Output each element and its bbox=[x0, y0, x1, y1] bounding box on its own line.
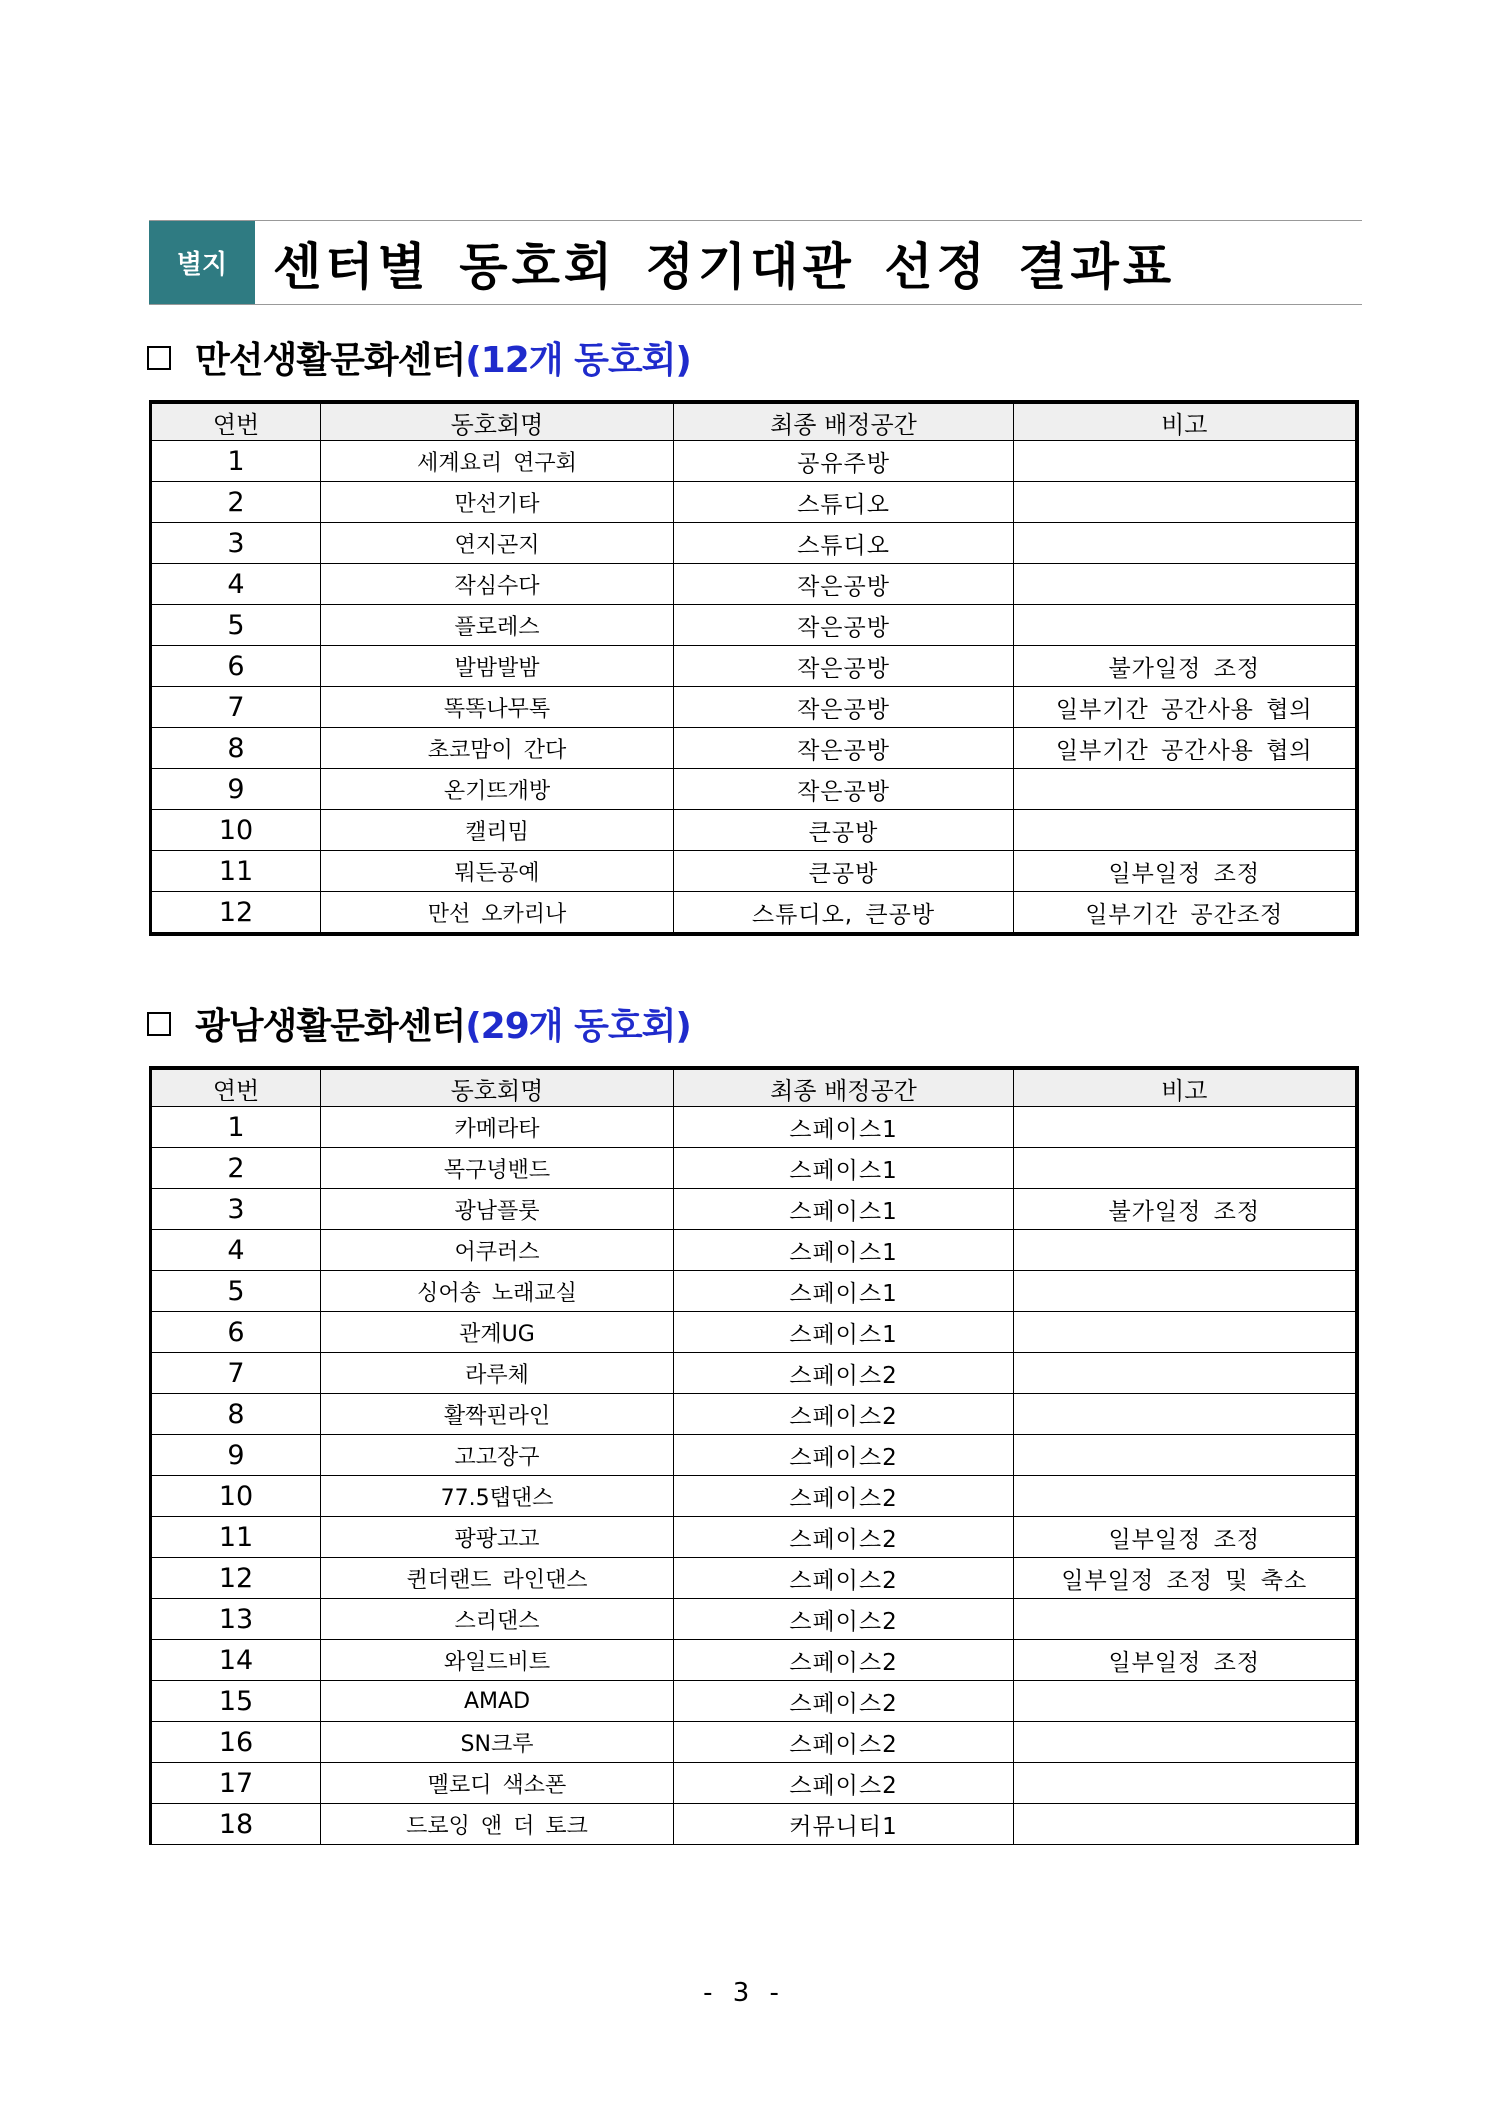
row-number: 6 bbox=[151, 646, 321, 687]
assigned-space: 스페이스1 bbox=[674, 1312, 1014, 1353]
assigned-space: 스페이스1 bbox=[674, 1271, 1014, 1312]
row-number: 8 bbox=[151, 1394, 321, 1435]
club-name: 관계UG bbox=[321, 1312, 674, 1353]
assigned-space: 스페이스2 bbox=[674, 1476, 1014, 1517]
club-name: 퀸더랜드 라인댄스 bbox=[321, 1558, 674, 1599]
assigned-space: 작은공방 bbox=[674, 769, 1014, 810]
table-row bbox=[151, 1517, 1357, 1558]
club-name: 싱어송 노래교실 bbox=[321, 1271, 674, 1312]
table-header-row bbox=[151, 402, 1357, 441]
remarks bbox=[1014, 1476, 1357, 1517]
row-number: 11 bbox=[151, 1517, 321, 1558]
assigned-space: 스페이스2 bbox=[674, 1599, 1014, 1640]
assigned-space: 스페이스2 bbox=[674, 1517, 1014, 1558]
assigned-space: 작은공방 bbox=[674, 646, 1014, 687]
row-number: 12 bbox=[151, 892, 321, 935]
assigned-space: 스튜디오 bbox=[674, 523, 1014, 564]
page-number: - 3 - bbox=[703, 1978, 785, 2008]
col-header-space: 최종 배정공간 bbox=[674, 402, 1014, 441]
center-name: 광남생활문화센터 bbox=[195, 1006, 466, 1047]
col-header-no: 연번 bbox=[151, 1068, 321, 1107]
table-row bbox=[151, 1312, 1357, 1353]
row-number: 14 bbox=[151, 1640, 321, 1681]
row-number: 2 bbox=[151, 1148, 321, 1189]
club-name: 팡팡고고 bbox=[321, 1517, 674, 1558]
remarks bbox=[1014, 1148, 1357, 1189]
table-row bbox=[151, 1353, 1357, 1394]
assigned-space: 스페이스2 bbox=[674, 1681, 1014, 1722]
remarks: 일부일정 조정 bbox=[1014, 1517, 1357, 1558]
remarks bbox=[1014, 1722, 1357, 1763]
assigned-space: 스페이스2 bbox=[674, 1353, 1014, 1394]
row-number: 15 bbox=[151, 1681, 321, 1722]
table-row bbox=[151, 1681, 1357, 1722]
assigned-space: 스페이스2 bbox=[674, 1558, 1014, 1599]
club-name: 만선 오카리나 bbox=[321, 892, 674, 935]
table-row bbox=[151, 1394, 1357, 1435]
remarks bbox=[1014, 1230, 1357, 1271]
section-heading-manseon bbox=[147, 332, 691, 383]
remarks bbox=[1014, 1271, 1357, 1312]
center-name: 만선생활문화센터 bbox=[195, 340, 466, 381]
assigned-space: 공유주방 bbox=[674, 441, 1014, 482]
remarks bbox=[1014, 1312, 1357, 1353]
table-header-row bbox=[151, 1068, 1357, 1107]
table-row bbox=[151, 1271, 1357, 1312]
manseon-club-table bbox=[149, 400, 1359, 936]
assigned-space: 스튜디오, 큰공방 bbox=[674, 892, 1014, 935]
col-header-club: 동호회명 bbox=[321, 1068, 674, 1107]
checkbox-square-icon bbox=[147, 1012, 171, 1036]
row-number: 4 bbox=[151, 564, 321, 605]
assigned-space: 스페이스1 bbox=[674, 1107, 1014, 1148]
remarks: 일부일정 조정 bbox=[1014, 1640, 1357, 1681]
club-name: 활짝핀라인 bbox=[321, 1394, 674, 1435]
table-row bbox=[151, 1230, 1357, 1271]
row-number: 7 bbox=[151, 1353, 321, 1394]
checkbox-square-icon bbox=[147, 346, 171, 370]
remarks bbox=[1014, 1435, 1357, 1476]
attachment-tag: 별지 bbox=[149, 221, 255, 304]
remarks bbox=[1014, 1681, 1357, 1722]
row-number: 3 bbox=[151, 523, 321, 564]
row-number: 18 bbox=[151, 1804, 321, 1845]
table-row bbox=[151, 1476, 1357, 1517]
club-name: 플로레스 bbox=[321, 605, 674, 646]
club-name: 고고장구 bbox=[321, 1435, 674, 1476]
table-row bbox=[151, 1558, 1357, 1599]
club-name: 작심수다 bbox=[321, 564, 674, 605]
col-header-space: 최종 배정공간 bbox=[674, 1068, 1014, 1107]
remarks bbox=[1014, 1107, 1357, 1148]
assigned-space: 스페이스1 bbox=[674, 1230, 1014, 1271]
table-row bbox=[151, 1148, 1357, 1189]
table-row bbox=[151, 1763, 1357, 1804]
page-title: 센터별 동호회 정기대관 선정 결과표 bbox=[273, 237, 1176, 296]
club-name: 광남플룻 bbox=[321, 1189, 674, 1230]
row-number: 17 bbox=[151, 1763, 321, 1804]
club-name: 캘리밈 bbox=[321, 810, 674, 851]
assigned-space: 스페이스2 bbox=[674, 1394, 1014, 1435]
assigned-space: 스튜디오 bbox=[674, 482, 1014, 523]
row-number: 10 bbox=[151, 1476, 321, 1517]
row-number: 4 bbox=[151, 1230, 321, 1271]
section-heading-gwangnam bbox=[147, 998, 691, 1049]
col-header-no: 연번 bbox=[151, 402, 321, 441]
table-row bbox=[151, 482, 1357, 523]
club-count: (12개 동호회) bbox=[465, 340, 691, 381]
club-name: 어쿠러스 bbox=[321, 1230, 674, 1271]
assigned-space: 큰공방 bbox=[674, 851, 1014, 892]
club-name: 드로잉 앤 더 토크 bbox=[321, 1804, 674, 1845]
table-row bbox=[151, 441, 1357, 482]
remarks: 일부기간 공간사용 협의 bbox=[1014, 728, 1357, 769]
assigned-space: 작은공방 bbox=[674, 728, 1014, 769]
table-row bbox=[151, 605, 1357, 646]
table-row bbox=[151, 1435, 1357, 1476]
assigned-space: 작은공방 bbox=[674, 687, 1014, 728]
table-row bbox=[151, 769, 1357, 810]
row-number: 5 bbox=[151, 1271, 321, 1312]
row-number: 16 bbox=[151, 1722, 321, 1763]
row-number: 7 bbox=[151, 687, 321, 728]
club-name: 라루체 bbox=[321, 1353, 674, 1394]
assigned-space: 스페이스1 bbox=[674, 1148, 1014, 1189]
assigned-space: 스페이스2 bbox=[674, 1435, 1014, 1476]
remarks bbox=[1014, 1763, 1357, 1804]
remarks: 일부기간 공간조정 bbox=[1014, 892, 1357, 935]
club-name: 연지곤지 bbox=[321, 523, 674, 564]
remarks bbox=[1014, 441, 1357, 482]
row-number: 9 bbox=[151, 769, 321, 810]
table-row bbox=[151, 646, 1357, 687]
row-number: 2 bbox=[151, 482, 321, 523]
club-name: 77.5탭댄스 bbox=[321, 1476, 674, 1517]
row-number: 12 bbox=[151, 1558, 321, 1599]
club-name: 목구녕밴드 bbox=[321, 1148, 674, 1189]
club-name: 뭐든공예 bbox=[321, 851, 674, 892]
row-number: 1 bbox=[151, 1107, 321, 1148]
table-row bbox=[151, 1722, 1357, 1763]
remarks: 불가일정 조정 bbox=[1014, 1189, 1357, 1230]
remarks: 일부일정 조정 bbox=[1014, 851, 1357, 892]
club-name: 발밤발밤 bbox=[321, 646, 674, 687]
club-name: 스리댄스 bbox=[321, 1599, 674, 1640]
assigned-space: 스페이스2 bbox=[674, 1722, 1014, 1763]
remarks: 일부일정 조정 및 축소 bbox=[1014, 1558, 1357, 1599]
remarks bbox=[1014, 523, 1357, 564]
club-name: 와일드비트 bbox=[321, 1640, 674, 1681]
table-row bbox=[151, 1804, 1357, 1845]
club-name: 멜로디 색소폰 bbox=[321, 1763, 674, 1804]
gwangnam-club-table bbox=[149, 1066, 1359, 1845]
club-name: 만선기타 bbox=[321, 482, 674, 523]
club-name: AMAD bbox=[321, 1681, 674, 1722]
page-header bbox=[149, 220, 1362, 305]
row-number: 5 bbox=[151, 605, 321, 646]
remarks bbox=[1014, 482, 1357, 523]
remarks bbox=[1014, 810, 1357, 851]
row-number: 10 bbox=[151, 810, 321, 851]
row-number: 3 bbox=[151, 1189, 321, 1230]
club-name: 세계요리 연구회 bbox=[321, 441, 674, 482]
table-row bbox=[151, 1107, 1357, 1148]
table-row bbox=[151, 728, 1357, 769]
remarks bbox=[1014, 1394, 1357, 1435]
table-row bbox=[151, 1599, 1357, 1640]
table-row bbox=[151, 810, 1357, 851]
club-count: (29개 동호회) bbox=[465, 1006, 691, 1047]
assigned-space: 스페이스2 bbox=[674, 1640, 1014, 1681]
table-row bbox=[151, 892, 1357, 935]
assigned-space: 커뮤니티1 bbox=[674, 1804, 1014, 1845]
club-name: 초코맘이 간다 bbox=[321, 728, 674, 769]
club-name: 카메라타 bbox=[321, 1107, 674, 1148]
remarks: 불가일정 조정 bbox=[1014, 646, 1357, 687]
table-row bbox=[151, 851, 1357, 892]
row-number: 6 bbox=[151, 1312, 321, 1353]
col-header-note: 비고 bbox=[1014, 1068, 1357, 1107]
table-row bbox=[151, 564, 1357, 605]
remarks bbox=[1014, 564, 1357, 605]
table-row bbox=[151, 523, 1357, 564]
remarks bbox=[1014, 1353, 1357, 1394]
row-number: 9 bbox=[151, 1435, 321, 1476]
remarks bbox=[1014, 1804, 1357, 1845]
remarks: 일부기간 공간사용 협의 bbox=[1014, 687, 1357, 728]
table-row bbox=[151, 1640, 1357, 1681]
table-row bbox=[151, 687, 1357, 728]
row-number: 11 bbox=[151, 851, 321, 892]
table-row bbox=[151, 1189, 1357, 1230]
assigned-space: 작은공방 bbox=[674, 564, 1014, 605]
row-number: 8 bbox=[151, 728, 321, 769]
assigned-space: 큰공방 bbox=[674, 810, 1014, 851]
row-number: 1 bbox=[151, 441, 321, 482]
remarks bbox=[1014, 1599, 1357, 1640]
col-header-note: 비고 bbox=[1014, 402, 1357, 441]
club-name: SN크루 bbox=[321, 1722, 674, 1763]
col-header-club: 동호회명 bbox=[321, 402, 674, 441]
row-number: 13 bbox=[151, 1599, 321, 1640]
remarks bbox=[1014, 605, 1357, 646]
club-name: 똑똑나무톡 bbox=[321, 687, 674, 728]
assigned-space: 스페이스2 bbox=[674, 1763, 1014, 1804]
remarks bbox=[1014, 769, 1357, 810]
club-name: 온기뜨개방 bbox=[321, 769, 674, 810]
assigned-space: 스페이스1 bbox=[674, 1189, 1014, 1230]
assigned-space: 작은공방 bbox=[674, 605, 1014, 646]
